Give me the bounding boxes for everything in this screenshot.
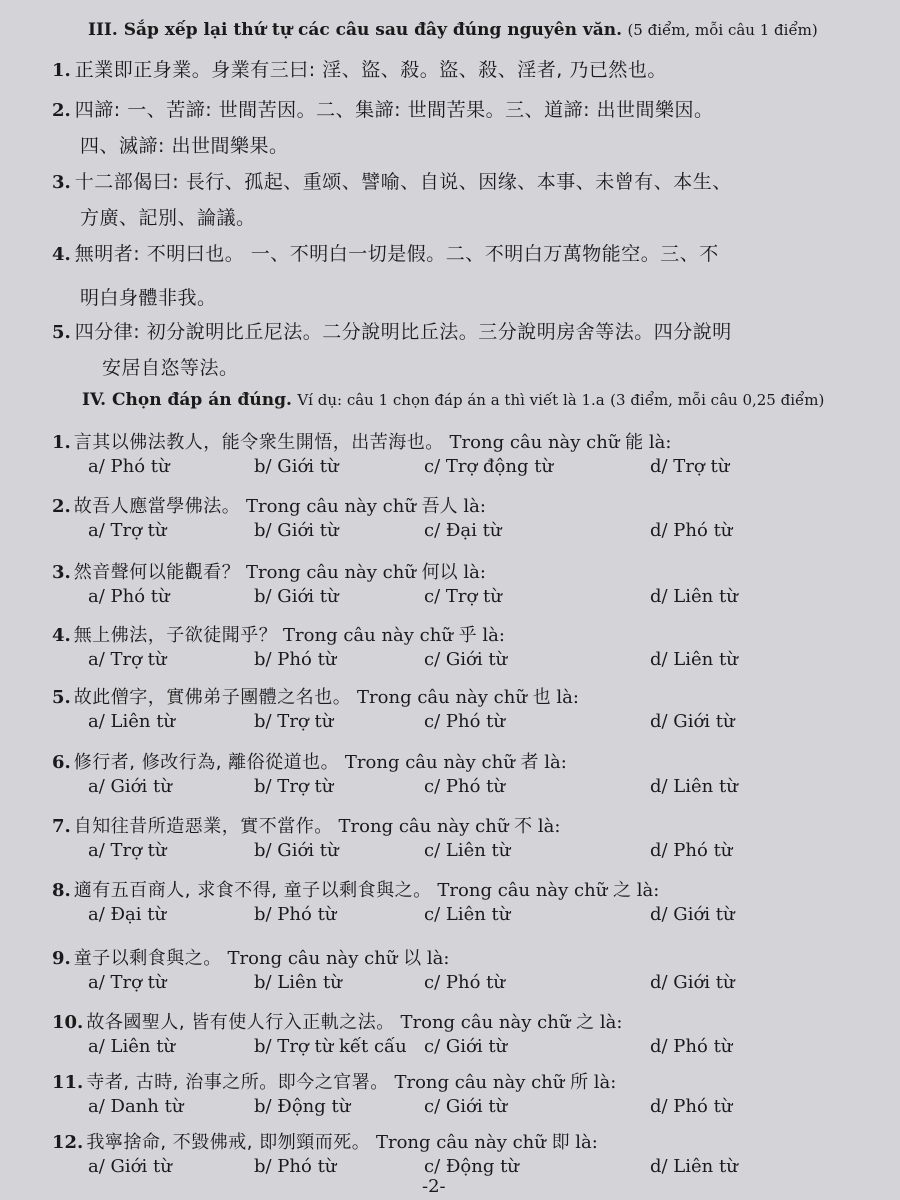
option-b: b/ Phó từ <box>254 1156 337 1177</box>
option-a: a/ Phó từ <box>88 586 170 607</box>
question-prompt: Trong câu này chữ 不 là: <box>338 816 561 837</box>
option-a: a/ Trợ từ <box>88 840 167 861</box>
option-b: b/ Phó từ <box>254 904 337 925</box>
question-block <box>52 1128 876 1182</box>
option-b: b/ Động từ <box>254 1096 351 1117</box>
question-chinese: 修行者, 修改行為, 離俗從道也。 <box>73 752 340 773</box>
item-number: 3. <box>52 172 71 193</box>
option-c: c/ Liên từ <box>424 904 511 925</box>
question-block <box>52 748 876 802</box>
question-block <box>52 812 876 866</box>
question-number: 7. <box>52 816 71 837</box>
item-text: 十二部偈曰: 長行、孤起、重颂、譬喻、自说、因缘、本事、未曾有、本生、 <box>74 171 732 193</box>
option-d: d/ Giới từ <box>650 711 735 732</box>
option-a: a/ Liên từ <box>88 711 176 732</box>
section-3-heading <box>88 20 818 40</box>
answer-options <box>52 1156 876 1182</box>
option-d: d/ Liên từ <box>650 1156 738 1177</box>
option-c: c/ Động từ <box>424 1156 519 1177</box>
option-b: b/ Giới từ <box>254 586 339 607</box>
section-3-item <box>52 314 876 385</box>
option-a: a/ Đại từ <box>88 904 167 925</box>
question-prompt: Trong câu này chữ 也 là: <box>357 687 579 708</box>
item-text: 無明者: 不明曰也。 一、不明白一切是假。二、不明白万萬物能空。三、不 <box>74 243 719 265</box>
option-b: b/ Trợ từ kết cấu <box>254 1036 407 1057</box>
section-4-example: Ví dụ: câu 1 chọn đáp án a thì viết là 1.a <box>297 391 605 409</box>
option-b: b/ Giới từ <box>254 840 339 861</box>
question-chinese: 故此僧字，實佛弟子團體之名也。 <box>73 687 352 708</box>
option-d: d/ Liên từ <box>650 586 738 607</box>
question-number: 8. <box>52 880 71 901</box>
item-number: 1. <box>52 60 71 81</box>
question-block <box>52 683 876 737</box>
question-number: 10. <box>52 1012 84 1033</box>
option-a: a/ Liên từ <box>88 1036 176 1057</box>
question-number: 2. <box>52 496 71 517</box>
question-prompt: Trong câu này chữ 者 là: <box>344 752 567 773</box>
section-3-score-note: (5 điểm, mỗi câu 1 điểm) <box>627 21 818 39</box>
item-text-continued: 安居自恣等法。 <box>102 357 239 379</box>
item-number: 4. <box>52 244 71 265</box>
item-text-continued: 方廣、記別、論議。 <box>80 207 256 229</box>
option-c: c/ Trợ động từ <box>424 456 554 477</box>
question-prompt: Trong câu này chữ 所 là: <box>394 1072 617 1093</box>
question-block <box>52 1008 876 1062</box>
answer-options <box>52 972 876 998</box>
question-chinese: 故各國聖人, 皆有使人行入正軌之法。 <box>86 1012 395 1033</box>
question-block <box>52 428 876 482</box>
option-b: b/ Giới từ <box>254 520 339 541</box>
question-number: 9. <box>52 948 71 969</box>
option-a: a/ Phó từ <box>88 456 170 477</box>
answer-options <box>52 1096 876 1122</box>
option-c: c/ Đại từ <box>424 520 502 541</box>
answer-options <box>52 520 876 546</box>
item-number: 5. <box>52 322 71 343</box>
option-c: c/ Phó từ <box>424 972 505 993</box>
option-b: b/ Phó từ <box>254 649 337 670</box>
question-chinese: 適有五百商人, 求食不得, 童子以剩食與之。 <box>73 880 432 901</box>
option-a: a/ Trợ từ <box>88 520 167 541</box>
question-number: 6. <box>52 752 71 773</box>
question-prompt: Trong câu này chữ 乎 là: <box>283 625 505 646</box>
answer-options <box>52 456 876 482</box>
section-3-title: III. Sắp xếp lại thứ tự các câu sau đây đúng nguyên văn. <box>88 20 623 40</box>
option-d: d/ Liên từ <box>650 776 738 797</box>
item-text-continued: 明白身體非我。 <box>80 287 217 309</box>
section-4-heading <box>82 390 824 410</box>
option-c: c/ Liên từ <box>424 840 511 861</box>
answer-options <box>52 586 876 612</box>
question-block <box>52 558 876 612</box>
question-number: 11. <box>52 1072 84 1093</box>
answer-options <box>52 840 876 866</box>
question-prompt: Trong câu này chữ 之 là: <box>437 880 660 901</box>
answer-options <box>52 776 876 802</box>
option-d: d/ Liên từ <box>650 649 738 670</box>
option-a: a/ Giới từ <box>88 776 172 797</box>
question-block <box>52 1068 876 1122</box>
option-d: d/ Phó từ <box>650 520 733 541</box>
question-chinese: 無上佛法，子欲徒聞乎？ <box>73 625 278 646</box>
section-3-item <box>52 236 876 315</box>
item-number: 2. <box>52 100 71 121</box>
question-block <box>52 876 876 930</box>
option-a: a/ Giới từ <box>88 1156 172 1177</box>
item-text-continued: 四、滅諦: 出世間樂果。 <box>80 135 289 157</box>
question-prompt: Trong câu này chữ 即 là: <box>375 1132 598 1153</box>
question-chinese: 然音聲何以能觀看？ <box>73 562 241 583</box>
question-block <box>52 492 876 546</box>
answer-options <box>52 904 876 930</box>
question-block <box>52 944 876 998</box>
answer-options <box>52 1036 876 1062</box>
option-c: c/ Giới từ <box>424 1096 508 1117</box>
option-a: a/ Danh từ <box>88 1096 184 1117</box>
question-number: 5. <box>52 687 71 708</box>
question-number: 1. <box>52 432 71 453</box>
option-d: d/ Trợ từ <box>650 456 730 477</box>
item-text: 四分律: 初分說明比丘尼法。二分說明比丘法。三分說明房舍等法。四分說明 <box>74 321 732 343</box>
question-number: 3. <box>52 562 71 583</box>
page-number: -2- <box>422 1176 446 1197</box>
question-chinese: 童子以剩食與之。 <box>73 948 222 969</box>
question-prompt: Trong câu này chữ 能 là: <box>449 432 672 453</box>
question-prompt: Trong câu này chữ 之 là: <box>400 1012 623 1033</box>
option-d: d/ Phó từ <box>650 1036 733 1057</box>
option-a: a/ Trợ từ <box>88 972 167 993</box>
option-c: c/ Trợ từ <box>424 586 502 607</box>
question-chinese: 我寧捨命, 不毀佛戒, 即刎頸而死。 <box>86 1132 371 1153</box>
question-prompt: Trong câu này chữ 以 là: <box>227 948 450 969</box>
option-c: c/ Phó từ <box>424 776 505 797</box>
option-c: c/ Giới từ <box>424 649 508 670</box>
question-block <box>52 621 876 675</box>
question-number: 12. <box>52 1132 84 1153</box>
question-chinese: 故吾人應當學佛法。 <box>73 496 241 517</box>
option-c: c/ Giới từ <box>424 1036 508 1057</box>
option-b: b/ Trợ từ <box>254 711 334 732</box>
question-chinese: 寺者, 古時, 治事之所。即今之官署。 <box>86 1072 389 1093</box>
item-text: 正業即正身業。身業有三曰: 淫、盜、殺。盜、殺、淫者, 乃已然也。 <box>74 59 667 81</box>
question-prompt: Trong câu này chữ 吾人 là: <box>246 496 486 517</box>
option-b: b/ Liên từ <box>254 972 342 993</box>
question-chinese: 自知往昔所造惡業，實不當作。 <box>73 816 333 837</box>
section-3-item <box>52 52 876 88</box>
section-4-score-note: (3 điểm, mỗi câu 0,25 điểm) <box>610 391 825 409</box>
option-d: d/ Giới từ <box>650 904 735 925</box>
item-text: 四諦: 一、苦諦: 世間苦因。二、集諦: 世間苦果。三、道諦: 出世間樂因。 <box>74 99 714 121</box>
option-b: b/ Trợ từ <box>254 776 334 797</box>
answer-options <box>52 711 876 737</box>
option-b: b/ Giới từ <box>254 456 339 477</box>
option-d: d/ Phó từ <box>650 1096 733 1117</box>
question-number: 4. <box>52 625 71 646</box>
option-d: d/ Giới từ <box>650 972 735 993</box>
section-3-item <box>52 164 876 235</box>
question-prompt: Trong câu này chữ 何以 là: <box>246 562 486 583</box>
option-c: c/ Phó từ <box>424 711 505 732</box>
answer-options <box>52 649 876 675</box>
section-3-item <box>52 92 876 163</box>
question-chinese: 言其以佛法教人，能令衆生開悟，出苦海也。 <box>73 432 444 453</box>
section-4-title: IV. Chọn đáp án đúng. <box>82 390 292 410</box>
option-a: a/ Trợ từ <box>88 649 167 670</box>
option-d: d/ Phó từ <box>650 840 733 861</box>
